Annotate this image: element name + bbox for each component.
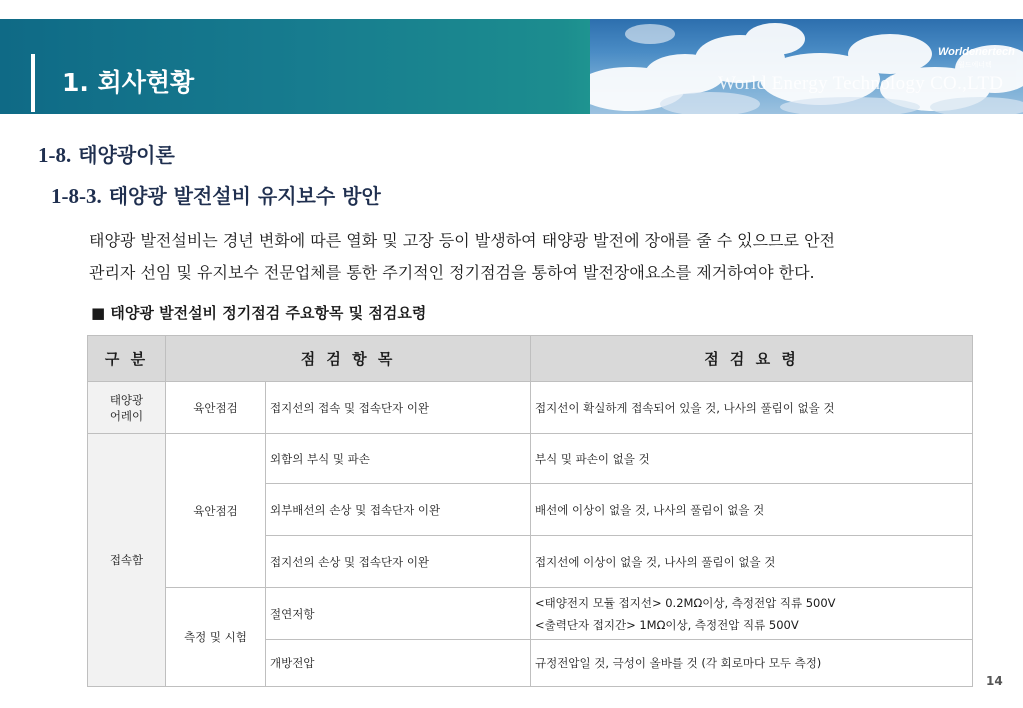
table-heading: ■ 태양광 발전설비 정기점검 주요항목 및 점검요령 (91, 304, 427, 322)
subsection-number: 1-8-3. (51, 184, 102, 208)
item-cell: 외함의 부식 및 파손 (266, 434, 531, 484)
table-row (88, 382, 973, 434)
method-cell: 접지선이 확실하게 접속되어 있을 것, 나사의 풀림이 없을 것 (531, 382, 973, 434)
item-cell: 접지선의 접속 및 접속단자 이완 (266, 382, 531, 434)
section-number: 1-8. (38, 143, 72, 167)
header-check-method: 점 검 요 령 (531, 336, 973, 382)
subsection-title: 태양광 발전설비 유지보수 방안 (108, 184, 381, 208)
method-cell (531, 588, 973, 640)
header-category: 구 분 (88, 336, 166, 382)
method-cell: 배선에 이상이 없을 것, 나사의 풀림이 없을 것 (531, 484, 973, 536)
table-row (88, 434, 973, 484)
group-cell: 측정 및 시험 (166, 588, 266, 687)
category-cell: 태양광 어레이 (88, 382, 166, 434)
item-cell: 접지선의 손상 및 접속단자 이완 (266, 536, 531, 588)
header-band (0, 19, 1023, 114)
method-line-1: <태양전지 모듈 접지선> 0.2MΩ이상, 측정전압 직류 500V (535, 595, 836, 610)
method-cell: 부식 및 파손이 없을 것 (531, 434, 973, 484)
company-logo (930, 45, 1015, 75)
body-paragraph-line-2: 관리자 선임 및 유지보수 전문업체를 통한 주기적인 정기점검을 통하여 발전장애요소를 제거하여야 한다. (89, 263, 815, 282)
page-title: 1. 회사현황 (62, 68, 195, 97)
group-cell: 육안점검 (166, 434, 266, 588)
method-line-2: <출력단자 접지간> 1MΩ이상, 측정전압 직류 500V (535, 617, 799, 632)
item-cell: 외부배선의 손상 및 접속단자 이완 (266, 484, 531, 536)
category-cell: 접속함 (88, 434, 166, 687)
item-cell: 개방전압 (266, 640, 531, 687)
logo-text: Worldenertech (938, 46, 1015, 58)
method-cell: 규정전압일 것, 극성이 올바를 것 (각 회로마다 모두 측정) (531, 640, 973, 687)
table-row (88, 588, 973, 640)
method-cell: 접지선에 이상이 없을 것, 나사의 풀림이 없을 것 (531, 536, 973, 588)
subsection-heading (51, 180, 381, 209)
body-paragraph-line-1: 태양광 발전설비는 경년 변화에 따른 열화 및 고장 등이 발생하여 태양광 발전에 장애를 줄 수 있으므로 안전 (89, 231, 835, 250)
accent-bar (31, 54, 35, 112)
section-title: 태양광이론 (78, 143, 175, 167)
section-heading (38, 139, 175, 168)
page-number: 14 (986, 674, 1003, 688)
logo-subtext: 월드에너텍 (958, 61, 992, 69)
table-header-row (88, 336, 973, 382)
header-check-item: 점 검 항 목 (166, 336, 531, 382)
group-cell: 육안점검 (166, 382, 266, 434)
inspection-table (87, 335, 973, 687)
item-cell: 절연저항 (266, 588, 531, 640)
company-name: World Energy Technology CO.,LTD (718, 73, 1004, 94)
